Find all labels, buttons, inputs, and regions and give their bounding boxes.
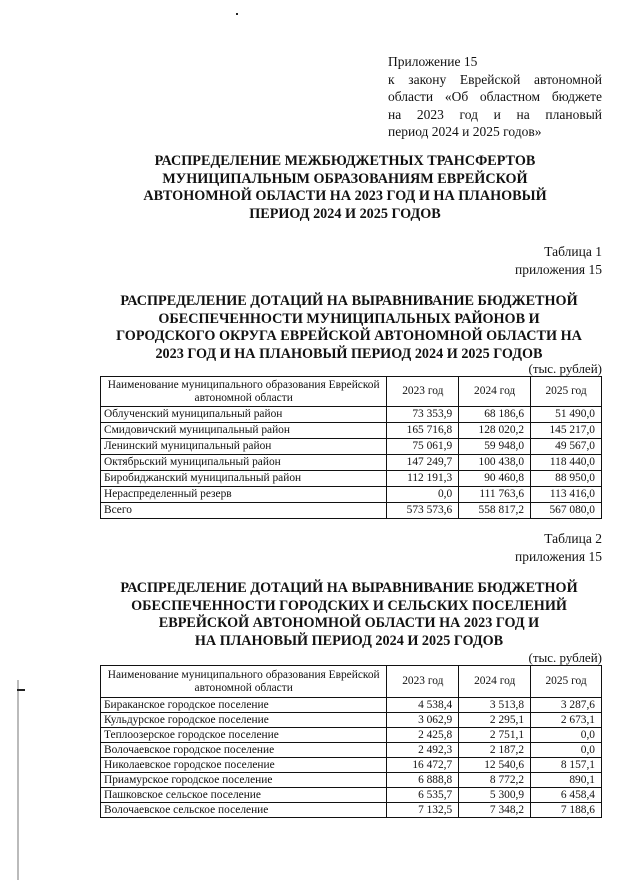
table1-reference — [515, 243, 602, 278]
table1-title-line: 2023 ГОД И НА ПЛАНОВЫЙ ПЕРИОД 2024 И 2025 ГОДОВ — [155, 345, 543, 362]
annex-line: Приложение 15 — [388, 54, 478, 69]
row-name: Смидовичский муниципальный район — [101, 423, 387, 439]
value-2024: 2 751,1 — [459, 728, 531, 743]
row-name: Биробиджанский муниципальный район — [101, 471, 387, 487]
row-name: Николаевское городское поселение — [101, 758, 387, 773]
value-2023: 165 716,8 — [387, 423, 459, 439]
value-2024: 90 460,8 — [459, 471, 531, 487]
table2-title-line: НА ПЛАНОВЫЙ ПЕРИОД 2024 И 2025 ГОДОВ — [194, 632, 504, 649]
table2-header-2024: 2024 год — [459, 666, 531, 698]
table1-ref-line: приложения 15 — [514, 261, 602, 277]
title-line: РАСПРЕДЕЛЕНИЕ МЕЖБЮДЖЕТНЫХ ТРАНСФЕРТОВ — [154, 153, 536, 169]
table2-reference — [515, 530, 602, 565]
scan-mark-left-tick — [17, 689, 25, 691]
value-2023: 6 888,8 — [387, 773, 459, 788]
row-name: Нераспределенный резерв — [101, 487, 387, 503]
table1-header-2025: 2025 год — [531, 377, 602, 407]
table1-header-2023: 2023 год — [387, 377, 459, 407]
table2-ref-line: приложения 15 — [514, 548, 602, 564]
value-2025: 113 416,0 — [531, 487, 602, 503]
row-name: Приамурское городское поселение — [101, 773, 387, 788]
row-name: Ленинский муниципальный район — [101, 439, 387, 455]
table1-title-line: ГОРОДСКОГО ОКРУГА ЕВРЕЙСКОЙ АВТОНОМНОЙ ОБЛАСТИ НА — [116, 328, 582, 344]
title-line: ПЕРИОД 2024 И 2025 ГОДОВ — [249, 205, 441, 222]
value-2023: 16 472,7 — [387, 758, 459, 773]
table2-header-2023: 2023 год — [387, 666, 459, 698]
value-2024: 59 948,0 — [459, 439, 531, 455]
table1-header-2024: 2024 год — [459, 377, 531, 407]
value-2024: 128 020,2 — [459, 423, 531, 439]
value-2023: 73 353,9 — [387, 407, 459, 423]
table2-title-line: ОБЕСПЕЧЕННОСТИ ГОРОДСКИХ И СЕЛЬСКИХ ПОСЕЛЕНИЙ — [131, 597, 567, 614]
table2-units: (тыс. рублей) — [528, 650, 602, 665]
value-2023: 0,0 — [387, 487, 459, 503]
title-line: МУНИЦИПАЛЬНЫМ ОБРАЗОВАНИЯМ ЕВРЕЙСКОЙ — [162, 170, 528, 187]
table-row — [101, 455, 602, 471]
value-2025: 890,1 — [531, 773, 602, 788]
value-2025: 118 440,0 — [531, 455, 602, 471]
table-row — [101, 487, 602, 503]
table-row — [101, 743, 602, 758]
table-row — [101, 773, 602, 788]
table-row — [101, 423, 602, 439]
table-row — [101, 439, 602, 455]
value-2025: 6 458,4 — [531, 788, 602, 803]
value-2025: 0,0 — [531, 728, 602, 743]
table-row — [101, 471, 602, 487]
value-2025: 88 950,0 — [531, 471, 602, 487]
title-line: АВТОНОМНОЙ ОБЛАСТИ НА 2023 ГОД И НА ПЛАНОВЫЙ — [143, 188, 547, 204]
annex-line: области «Об областном бюджете — [388, 89, 602, 105]
value-2023: 3 062,9 — [387, 713, 459, 728]
value-2025: 2 673,1 — [531, 713, 602, 728]
table2-title-line: ЕВРЕЙСКОЙ АВТОНОМНОЙ ОБЛАСТИ НА 2023 ГОД И — [158, 615, 540, 631]
value-2024: 5 300,9 — [459, 788, 531, 803]
value-2024: 7 348,2 — [459, 803, 531, 818]
table1-title-line: ОБЕСПЕЧЕННОСТИ МУНИЦИПАЛЬНЫХ РАЙОНОВ И — [158, 310, 540, 327]
table-row — [101, 713, 602, 728]
value-2025: 49 567,0 — [531, 439, 602, 455]
annex-line: период 2024 и 2025 годов» — [388, 124, 542, 140]
value-2025: 8 157,1 — [531, 758, 602, 773]
value-2024: 2 187,2 — [459, 743, 531, 758]
value-2025: 0,0 — [531, 743, 602, 758]
table1 — [100, 376, 602, 519]
table1-header-row — [101, 377, 602, 407]
table2 — [100, 665, 602, 818]
value-2023: 7 132,5 — [387, 803, 459, 818]
value-2023: 6 535,7 — [387, 788, 459, 803]
value-2024: 68 186,6 — [459, 407, 531, 423]
value-2025: 7 188,6 — [531, 803, 602, 818]
value-2023: 75 061,9 — [387, 439, 459, 455]
value-2024: 100 438,0 — [459, 455, 531, 471]
table2-title-line: РАСПРЕДЕЛЕНИЕ ДОТАЦИЙ НА ВЫРАВНИВАНИЕ БЮДЖЕТНОЙ — [120, 580, 578, 596]
annex-line: на 2023 год и на плановый — [388, 106, 602, 122]
document-title — [110, 153, 580, 223]
value-2023: 4 538,4 — [387, 698, 459, 713]
table-row — [101, 698, 602, 713]
value-2025: 567 080,0 — [531, 503, 602, 519]
row-name: Бираканское городское поселение — [101, 698, 387, 713]
value-2023: 2 425,8 — [387, 728, 459, 743]
annex-reference — [388, 53, 602, 141]
table2-header-name: Наименование муниципального образования Еврейской автономной области — [101, 666, 387, 698]
table1-title-line: РАСПРЕДЕЛЕНИЕ ДОТАЦИЙ НА ВЫРАВНИВАНИЕ БЮДЖЕТНОЙ — [120, 293, 578, 309]
table1-title — [96, 293, 602, 363]
row-name: Теплоозерское городское поселение — [101, 728, 387, 743]
row-name: Всего — [101, 503, 387, 519]
value-2024: 2 295,1 — [459, 713, 531, 728]
value-2023: 573 573,6 — [387, 503, 459, 519]
value-2024: 3 513,8 — [459, 698, 531, 713]
table2-header-2025: 2025 год — [531, 666, 602, 698]
table-row — [101, 407, 602, 423]
value-2025: 3 287,6 — [531, 698, 602, 713]
value-2023: 147 249,7 — [387, 455, 459, 471]
value-2024: 8 772,2 — [459, 773, 531, 788]
row-name: Облученский муниципальный район — [101, 407, 387, 423]
scan-mark-left — [17, 680, 19, 880]
table-row — [101, 758, 602, 773]
table2-ref-line: Таблица 2 — [544, 531, 602, 546]
annex-line: к закону Еврейской автономной — [388, 71, 602, 87]
value-2023: 112 191,3 — [387, 471, 459, 487]
table1-header-name: Наименование муниципального образования Еврейской автономной области — [101, 377, 387, 407]
value-2024: 558 817,2 — [459, 503, 531, 519]
table1-ref-line: Таблица 1 — [544, 244, 602, 259]
table-row — [101, 788, 602, 803]
value-2025: 51 490,0 — [531, 407, 602, 423]
value-2023: 2 492,3 — [387, 743, 459, 758]
table1-units: (тыс. рублей) — [528, 361, 602, 376]
table-row — [101, 803, 602, 818]
row-name: Кульдурское городское поселение — [101, 713, 387, 728]
table2-header-row — [101, 666, 602, 698]
value-2025: 145 217,0 — [531, 423, 602, 439]
table-row — [101, 728, 602, 743]
value-2024: 111 763,6 — [459, 487, 531, 503]
row-name: Волочаевское городское поселение — [101, 743, 387, 758]
row-name: Волочаевское сельское поселение — [101, 803, 387, 818]
value-2024: 12 540,6 — [459, 758, 531, 773]
table-total-row — [101, 503, 602, 519]
scan-mark-top — [236, 13, 238, 15]
row-name: Пашковское сельское поселение — [101, 788, 387, 803]
table2-title — [96, 580, 602, 650]
row-name: Октябрьский муниципальный район — [101, 455, 387, 471]
